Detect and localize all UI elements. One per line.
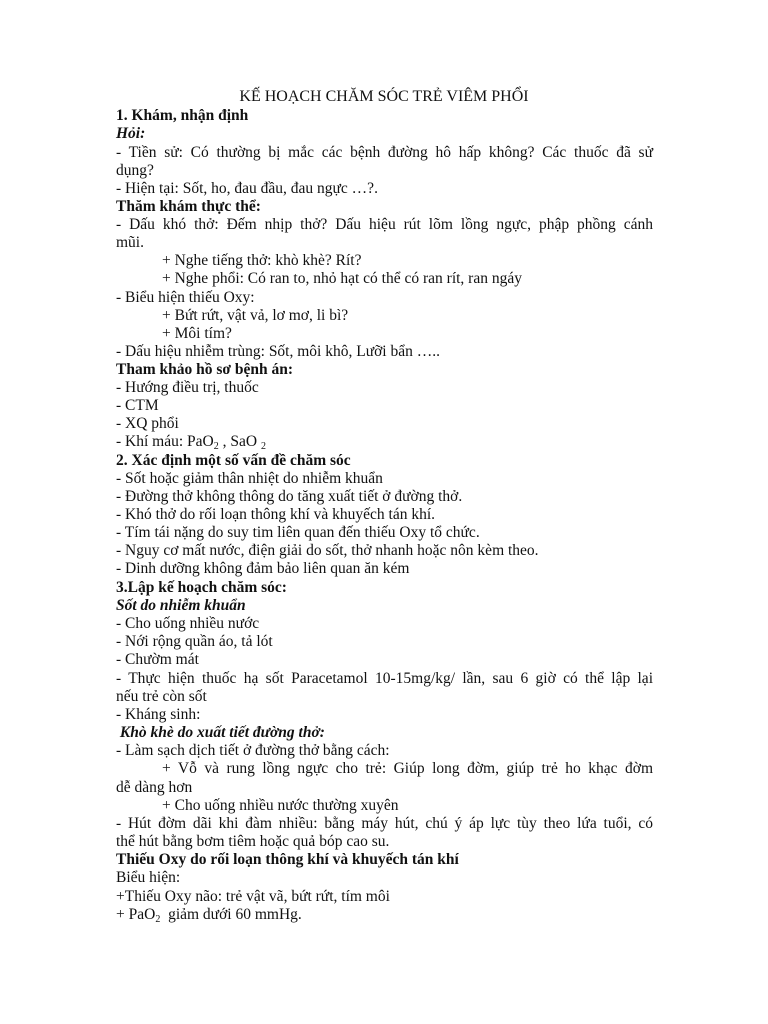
khi-mau-prefix: - Khí máu: PaO bbox=[116, 433, 214, 450]
thieu-oxy-line: - Biểu hiện thiếu Oxy: bbox=[116, 289, 255, 306]
tham-khao-subheading: Tham khảo hồ sơ bệnh án: bbox=[116, 361, 293, 378]
problem-item: - Nguy cơ mất nước, điện giải do sốt, thở nhanh hoặc nôn kèm theo. bbox=[116, 542, 539, 559]
khokhe-item-3: + Cho uống nhiều nước thường xuyên bbox=[162, 797, 399, 814]
tien-su-line-1: - Tiền sử: Có thường bị mắc các bệnh đường hô hấp không? Các thuốc đã sử bbox=[116, 144, 653, 161]
nghe-phoi-line: + Nghe phổi: Có ran to, nhỏ hạt có thể có ran rít, ran ngáy bbox=[162, 270, 522, 287]
tham-kham-subheading: Thăm khám thực thể: bbox=[116, 198, 261, 215]
problem-item: - Sốt hoặc giảm thân nhiệt do nhiễm khuẩn bbox=[116, 470, 383, 487]
problem-item: - Khó thở do rối loạn thông khí và khuyếch tán khí. bbox=[116, 506, 436, 523]
problem-item: - Tím tái nặng do suy tim liên quan đến thiếu Oxy tổ chức. bbox=[116, 524, 480, 541]
khokhe-item-2-line-2: dễ dàng hơn bbox=[116, 779, 193, 796]
sot-item-1: - Cho uống nhiều nước bbox=[116, 615, 260, 632]
sot-item-4-line-1: - Thực hiện thuốc hạ sốt Paracetamol 10-15mg/kg/ lần, sau 6 giờ có thể lập lại bbox=[116, 670, 653, 687]
khokhe-item-2-line-1: + Vỗ và rung lồng ngực cho trẻ: Giúp long đờm, giúp trẻ ho khạc đờm bbox=[162, 760, 653, 777]
problem-item: - Dinh dưỡng không đảm bảo liên quan ăn kém bbox=[116, 560, 410, 577]
pao2-subscript: 2 bbox=[213, 441, 219, 452]
moi-tim-line: + Môi tím? bbox=[162, 325, 232, 342]
pao2-suffix: giảm dưới 60 mmHg. bbox=[160, 906, 302, 923]
khokhe-subheading: Khò khè do xuất tiết đường thở: bbox=[116, 724, 325, 741]
thieu-oxy-subheading: Thiếu Oxy do rối loạn thông khí và khuyếch tán khí bbox=[116, 851, 459, 868]
khokhe-item-1: - Làm sạch dịch tiết ở đường thở bằng cách: bbox=[116, 742, 390, 759]
kho-tho-line-1: - Dấu khó thở: Đếm nhịp thở? Dấu hiệu rút lõm lồng ngực, phập phồng cánh bbox=[116, 216, 653, 233]
sao2-subscript: 2 bbox=[260, 441, 266, 452]
hoi-subheading: Hỏi: bbox=[116, 125, 146, 142]
document-title: KẾ HOẠCH CHĂM SÓC TRẺ VIÊM PHỔI bbox=[239, 88, 529, 105]
khokhe-item-4-line-2: thể hút bằng bơm tiêm hoặc quả bóp cao su. bbox=[116, 833, 390, 850]
sot-item-3: - Chườm mát bbox=[116, 651, 199, 668]
pao2-prefix: + PaO bbox=[116, 906, 156, 923]
pao2-line bbox=[116, 906, 653, 924]
nhiem-trung-line: - Dấu hiệu nhiễm trùng: Sốt, môi khô, Lưỡi bẩn ….. bbox=[116, 343, 440, 360]
sot-item-4-line-2: nếu trẻ còn sốt bbox=[116, 688, 207, 705]
xq-phoi-line: - XQ phổi bbox=[116, 415, 179, 432]
khi-mau-mid: , SaO bbox=[218, 433, 261, 450]
khi-mau-line bbox=[116, 433, 653, 451]
section-1-heading: 1. Khám, nhận định bbox=[116, 107, 249, 124]
sot-subheading: Sốt do nhiễm khuẩn bbox=[116, 597, 246, 614]
section-2-heading: 2. Xác định một số vấn đề chăm sóc bbox=[116, 452, 351, 469]
hien-tai-line: - Hiện tại: Sốt, ho, đau đầu, đau ngực …?. bbox=[116, 180, 378, 197]
sot-item-5: - Kháng sinh: bbox=[116, 706, 201, 723]
khokhe-item-4-line-1: - Hút đờm dãi khi đàm nhiều: bằng máy hút, chú ý áp lực tùy theo lứa tuổi, có bbox=[116, 815, 653, 832]
kho-tho-line-2: mũi. bbox=[116, 234, 144, 251]
sot-item-2: - Nới rộng quần áo, tả lót bbox=[116, 633, 273, 650]
ctm-line: - CTM bbox=[116, 397, 159, 414]
thieu-oxy-nao-line: +Thiếu Oxy não: trẻ vật vã, bứt rứt, tím môi bbox=[116, 888, 390, 905]
section-3-heading: 3.Lập kế hoạch chăm sóc: bbox=[116, 579, 287, 596]
huong-dieu-tri-line: - Hướng điều trị, thuốc bbox=[116, 379, 259, 396]
nghe-tieng-tho-line: + Nghe tiếng thở: khò khè? Rít? bbox=[162, 252, 362, 269]
tien-su-line-2: dụng? bbox=[116, 162, 154, 179]
pao2-line-subscript: 2 bbox=[155, 914, 161, 925]
problem-item: - Đường thở không thông do tăng xuất tiết ở đường thở. bbox=[116, 488, 463, 505]
bieu-hien-line: Biểu hiện: bbox=[116, 869, 181, 886]
but-rut-line: + Bứt rứt, vật vả, lơ mơ, li bì? bbox=[162, 307, 349, 324]
